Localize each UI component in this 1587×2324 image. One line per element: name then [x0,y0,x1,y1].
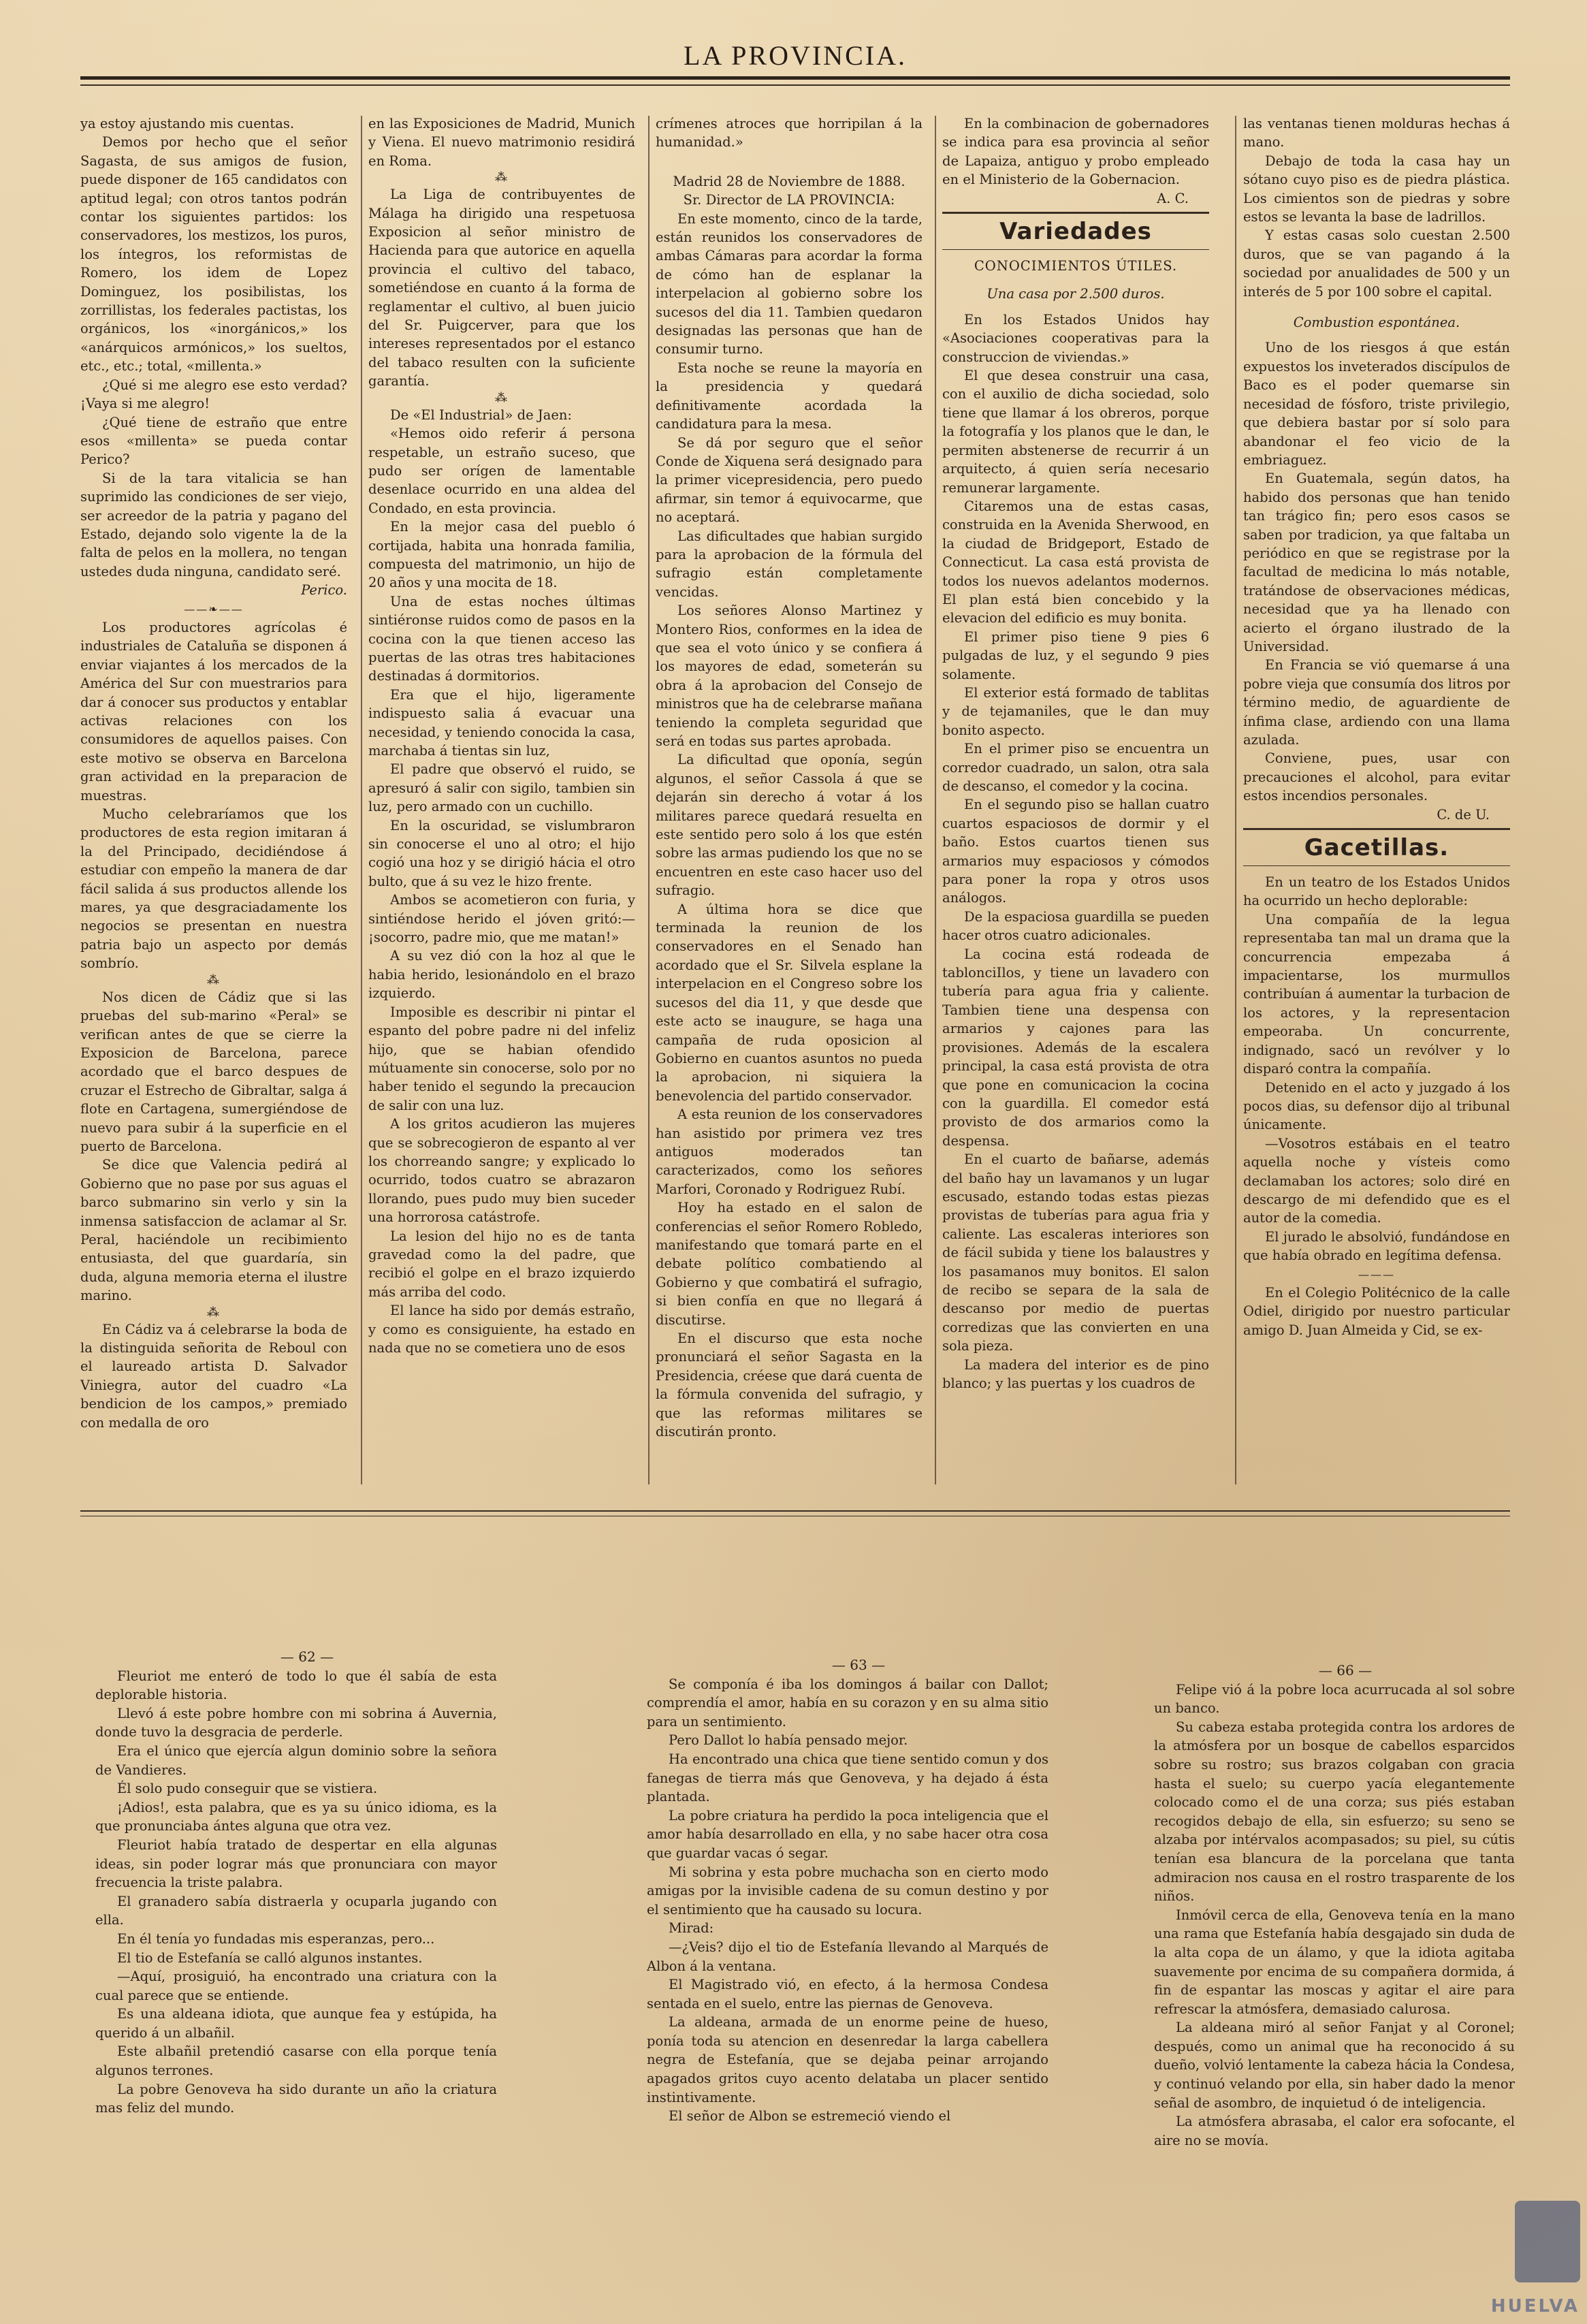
paragraph: La cocina está rodeada de tablonciIlos, y tiene un lavadero con tubería para agua fria y caliente. Tambien tiene una despensa con armarios y cajones para las provisiones. Además de la escalera principal, la casa está provista de otra que pone en comunicacion la cocina con la guardilla. El comedor está provisto de dos armarios como la despensa. [942,946,1209,1149]
column-rule [361,116,362,1484]
paragraph: El Magistrado vió, en efecto, á la hermosa Condesa sentada en el suelo, entre las piernas de Genoveva. [647,1977,1048,2011]
asterism-divider: ⁂ [207,972,221,987]
paragraph: Era que el hijo, ligeramente indispuesto salia á evacuar una necesidad, y teniendo conocida la casa, marchaba á tientas sin luz, [368,686,635,759]
signature: Perico. [301,582,347,599]
masthead-rule [80,76,1510,80]
paragraph: Mucho celebraríamos que los productores de esta region imitaran á la del Principado, decidiéndose á estudiar con empeño la manera de dar fácil salida á sus productos allende los mares, ya que desgraciadamente los negocios se presentan en nuestra patria bajo un aspecto por demás sombrío. [80,806,347,972]
paragraph: en las Exposiciones de Madrid, Munich y Viena. El nuevo matrimonio residirá en Roma. [368,116,635,169]
paragraph: En la combinacion de gobernadores se indica para esa provincia al señor de Lapaiza, antiguo y probo empleado en el Ministerio de la Gobernacion. [942,116,1209,188]
paragraph: La Liga de contribuyentes de Málaga ha dirigido una respetuosa Exposicion al señor ministro de Hacienda para que autorice en aquella provincia el cultivo del tabaco, sometiéndose en cuanto á la forma de reglamentar el cultivo, al buen juicio del Sr. Puigcerver, para que los intereses representados por el estanco del tabaco resulten con la suficiente garantía. [368,187,635,389]
folletin-page-63 [647,1656,1048,2289]
paragraph: Ha encontrado una chica que tiene sentido comun y dos fanegas de tierra más que Genoveva, y ha dejado á ésta plantada. [647,1751,1048,1805]
salutation: Sr. Director de LA PROVINCIA: [683,192,895,208]
paragraph: Se dice que Valencia pedirá al Gobierno que no pase por sus aguas el barco submarino sin verlo y sin la inmensa satisfaccion de aclamar al Sr. Peral, haciéndole un recibimiento entusiasta, del que guardaría, sin duda, alguna memoria eterna el ilustre marino. [80,1157,347,1304]
paragraph: Se componía é iba los domingos á bailar con Dallot; comprendía el amor, había en su corazon y en su alma sitio para un sentimiento. [647,1676,1048,1730]
column-rule [935,116,936,1484]
signature: A. C. [1157,190,1189,206]
ornament-divider: ——— [1358,1267,1395,1281]
paragraph: Imposible es describir ni pintar el espanto del pobre padre ni del infeliz hijo, que se habian ofendido mútuamente sin conocerse, solo por no haber tenido el segundo la precaucion de salir con una luz. [368,1004,635,1113]
paragraph: La aldeana, armada de un enorme peine de hueso, ponía toda su atencion en desenredar la larga cabellera negra de Estefanía, que se dejaba peinar arrojando apagados gritos cuyo acento delataba un placer sentido instintivamente. [647,2014,1048,2105]
paragraph: La pobre criatura ha perdido la poca inteligencia que el amor había desarrollado en ella, y no sabe hacer otra cosa que guardar vacas ó segar. [647,1807,1048,1861]
paragraph: —¿Veis? dijo el tio de Estefanía llevando al Marqués de Albon á la ventana. [647,1939,1048,1974]
masthead [80,39,1510,80]
paragraph: El lance ha sido por demás estraño, y como es consiguiente, ha estado en nada que no se cometiera uno de esos [368,1303,635,1356]
paragraph: A su vez dió con la hoz al que le habia herido, lesionándolo en el brazo izquierdo. [368,948,635,1002]
dateline: Madrid 28 de Noviembre de 1888. [673,173,905,189]
archive-watermark: HUELVA [1490,2296,1580,2317]
paragraph: ya estoy ajustando mis cuentas. [80,116,295,131]
page-number: — 66 — [1318,1662,1373,1678]
paragraph: Mi sobrina y esta pobre muchacha son en cierto modo amigas por la invisible cadena de su comun destino y por el sentimiento que ha causado su locura. [647,1864,1048,1917]
subheading: CONOCIMIENTOS ÚTILES. [974,258,1178,274]
paragraph: Citaremos una de estas casas, construida en la Avenida Sherwood, en la ciudad de Bridgeport, Estado de Connecticut. La casa está provista de todos los nuevos adelantos modernos. El plan está bien concebido y la elevacion del edificio es muy bonita. [942,498,1209,626]
paragraph: ¿Qué si me alegro ese esto verdad? ¡Vaya si me alegro! [80,377,347,412]
paragraph: Es una aldeana idiota, que aunque fea y estúpida, ha querido á un albañil. [95,2006,497,2041]
column-rule [1235,116,1236,1484]
paragraph: Ambos se acometieron con furia, y sintiéndose herido el jóven gritó:—¡socorro, padre mio, que me matan!» [368,892,635,946]
paragraph: La dificultad que oponía, según algunos, el señor Cassola á que se dejarán sin derecho á votar á los militares parece quedará resuelta en este sentido pero solo á los que estén sobre las armas pudiendo los que no se encuentren en este caso hacer uso del sufragio. [656,752,923,899]
paragraph: Uno de los riesgos á que están expuestos los inveterados discípulos de Baco es el poder quemarse sin necesidad de fósforo, triste privilegio, que debiera bastar por sí solo para abandonar el feo vicio de la embriaguez. [1243,340,1510,468]
paragraph: La pobre Genoveva ha sido durante un año la criatura mas feliz del mundo. [95,2081,497,2116]
paragraph: El padre que observó el ruido, se apresuró á salir con sigilo, tambien sin luz, pero armado con un cuchillo. [368,761,635,815]
paragraph: En los Estados Unidos hay «Asociaciones cooperativas para la construccion de viviendas.» [942,311,1209,365]
paragraph: El primer piso tiene 9 pies 6 pulgadas de luz, y el segundo 9 pies solamente. [942,628,1209,682]
paragraph: En Cádiz va á celebrarse la boda de la distinguida señorita de Reboul con el laureado artista D. Salvador Viniegra, autor del cuadro «La bendicion de los campos,» premiado con medalla de oro [80,1321,347,1431]
paragraph: Una compañía de la legua representaba tan mal un drama que la concurrencia empezaba á impacientarse, los murmullos contribuían á aumentar la turbacion de los actores, y la representacion empeoraba. Un concurrente, indignado, sacó un revólver y lo disparó contra la compañía. [1243,911,1510,1077]
section-heading-variedades: Variedades [942,212,1209,250]
paragraph: ¿Qué tiene de estraño que entre esos «millenta» se pueda contar Perico? [80,414,347,468]
article-title: Una casa por 2.500 duros. [987,286,1165,302]
folletin-page-62 [95,1648,497,2281]
paragraph: El que desea construir una casa, con el auxilio de dicha sociedad, solo tiene que llamar á los obreros, porque la fotografía y los planos que le dan, le permiten abstenerse de recurrir á un arquitecto, á quien sería necesario remunerar largamente. [942,368,1209,496]
paragraph: El jurado le absolvió, fundándose en que había obrado en legítima defensa. [1243,1228,1510,1264]
paragraph: En el cuarto de bañarse, además del baño hay un lavamanos y un lugar escusado, estando todas estas piezas provistas de tuberías para agua fria y caliente. Las escaleras interiores son de fácil subida y tiene los balaustres y los pasamanos muy bonitos. El salon de recibo se separa de la sala de descanso por medio de puertas corredizas que las convierten en una sola pieza. [942,1151,1209,1354]
folletin-rule [80,1510,1510,1512]
paragraph: Demos por hecho que el señor Sagasta, de sus amigos de fusion, puede disponer de 165 candidatos con aptitud legal; con otros tantos podrán contar los siguientes partidos: los conservadores, los mestizos, los puros, los íntegros, los reformistas de Romero, los idem de Lopez Dominguez, los posibilistas, los zorrillistas, los federales pactistas, los orgánicos, los «inorgánicos,» los «anárquicos armónicos,» los sueltos, etc., etc.; total, «millenta.» [80,134,347,375]
paragraph: La atmósfera abrasaba, el calor era sofocante, el aire no se movía. [1154,2114,1515,2148]
paragraph: Una de estas noches últimas sintiéronse ruidos como de pasos en la cocina con la que tienen acceso las puertas de las otras tres habitaciones destinadas á dormitorios. [368,593,635,684]
archive-seal-icon [1515,2201,1580,2282]
paragraph: La lesion del hijo no es de tanta gravedad como la del padre, que recibió el golpe en el brazo izquierdo más arriba del codo. [368,1228,635,1300]
paragraph: Conviene, pues, usar con precauciones el alcohol, para evitar estos incendios personales. [1243,750,1510,804]
column-1 [80,114,347,1483]
paragraph: Él solo pudo conseguir que se vistiera. [117,1781,378,1797]
article-title: Combustion espontánea. [1293,315,1460,331]
paragraph: «Hemos oido referir á persona respetable, un estraño suceso, que pudo ser orígen de lamentable desenlace ocurrido en una aldea del Condado, en esta provincia. [368,426,635,516]
paragraph: En un teatro de los Estados Unidos ha ocurrido un hecho deplorable: [1243,874,1510,909]
paragraph: En este momento, cinco de la tarde, están reunidos los conservadores de ambas Cámaras para acordar la forma de cómo han de esplanar la interpelacion al gobierno sobre los sucesos del dia 11. Tambien quedaron designadas las personas que han de consumir turno. [656,210,923,357]
paragraph: Los productores agrícolas é industriales de Cataluña se disponen á enviar viajantes á los mercados de la América del Sur con muestrarios para dar á conocer sus productos y entablar activas relaciones con los consumidores de aquellos paises. Con este motivo se observa en Barcelona gran actividad en la preparacion de muestras. [80,619,347,803]
page-number: — 62 — [280,1649,334,1665]
paragraph: Era el único que ejercía algun dominio sobre la señora de Vandieres. [95,1742,497,1778]
masthead-rule-thin [80,84,1510,86]
paragraph: La madera del interior es de pino blanco; y las puertas y los cuadros de [942,1356,1209,1391]
paragraph: Nos dicen de Cádiz que si las pruebas del sub-marino «Peral» se verifican antes de que se cierre la Exposicion de Barcelona, parece acordado que el barco despues de cruzar el Estrecho de Gibraltar, salga á flote en Cartagena, sumergiéndose de nuevo para subir á la superficie en el puerto de Barcelona. [80,989,347,1154]
paragraph: El granadero sabía distraerla y ocuparla jugando con ella. [95,1893,497,1928]
asterism-divider: ⁂ [495,390,509,405]
paragraph: En él tenía yo fundadas mis esperanzas, pero... [117,1930,435,1947]
paragraph: las ventanas tienen molduras hechas á mano. [1243,116,1510,150]
column-4 [942,114,1209,1483]
paragraph: En la oscuridad, se vislumbraron sin conocerse el uno al otro; el hijo cogió una hoz y se dirigió hácia el otro bulto, que á su vez le hizo frente. [368,817,635,889]
paragraph: Y estas casas solo cuestan 2.500 duros, que se van pagando á la sociedad por anualidades de 500 y un interés de 5 por 100 sobre el capital. [1243,227,1510,300]
paragraph: Detenido en el acto y juzgado á los pocos dias, su defensor dijo al tribunal únicamente. [1243,1079,1510,1133]
signature: C. de U. [1437,806,1490,823]
paragraph: En Guatemala, según datos, ha habido dos personas que han tenido tan trágico fin; pero esos casos se saben por tradicion, ya que faltaba un periódico en que se registrase por la facultad de medicina lo más notable, tratándose de observaciones médicas, necesidad que ya ha llenado con acierto el órgano ilustrado de la Universidad. [1243,471,1510,654]
paragraph: En el Colegio Politécnico de la calle Odiel, dirigido por nuestro particular amigo D. Juan Almeida y Cid, se ex- [1243,1284,1510,1338]
paragraph: El tio de Estefanía se calló algunos instantes. [117,1949,423,1966]
paragraph: Los señores Alonso Martinez y Montero Rios, conformes en la idea de que sea el voto único y se confiera á los mayores de edad, someterán su obra á la aprobacion del Consejo de ministros que ha de celebrarse mañana teniendo la completa seguridad que será en todas sus partes aprobada. [656,603,923,749]
page-number: — 63 — [831,1657,886,1673]
paragraph: En el primer piso se encuentra un corredor cuadrado, un salon, otra sala de descanso, el comedor y la cocina. [942,741,1209,794]
paragraph: crímenes atroces que horripilan á la humanidad.» [656,116,923,150]
paragraph: En el discurso que esta noche pronunciará el señor Sagasta en la Presidencia, créese que dará cuenta de la fórmula convenida del sufragio, y que las reformas militares se discutirán pronto. [656,1331,923,1440]
paragraph: El exterior está formado de tablitas y de tejamaniles, que le dan muy bonito aspecto. [942,684,1209,738]
paragraph: En Francia se vió quemarse á una pobre vieja que consumía dos litros por término medio, de aguardiente de ínfima clase, ardiendo con una llama azulada. [1243,657,1510,748]
column-2 [368,114,635,1483]
paragraph: En la mejor casa del pueblo ó cortijada, habita una honrada familia, compuesta del matrimonio, un hijo de 20 años y una mocita de 18. [368,519,635,591]
newspaper-title: LA PROVINCIA. [684,40,907,71]
folletin-page-66 [1154,1661,1515,2295]
paragraph: Las dificultades que habian surgido para la aprobacion de la fórmula del sufragio están completamente vencidas. [656,528,923,600]
paragraph: Esta noche se reune la mayoría en la presidencia y quedará definitivamente acordada la candidatura para la mesa. [656,360,923,432]
paragraph: En el segundo piso se hallan cuatro cuartos espaciosos de dormir y el baño. Estos cuartos tienen sus armarios muy espaciosos y cómodos para poner la ropa y otros usos análogos. [942,797,1209,906]
asterism-divider: ⁂ [207,1305,221,1320]
paragraph: —Vosotros estábais en el teatro aquella noche y vísteis como declamaban los actores; solo diré en descargo de mi defendido que es el autor de la comedia. [1243,1135,1510,1226]
paragraph: A esta reunion de los conservadores han asistido por primera vez tres antiguos moderados tan caracterizados, como los señores Marfori, Coronado y Rodriguez Rubí. [656,1107,923,1197]
paragraph: De «El Industrial» de Jaen: [390,407,573,423]
paragraph: Se dá por seguro que el señor Conde de Xiquena será designado para la primer vicepresidencia, pero puedo afirmar, sin temor á equivocarme, que no aceptará. [656,434,923,526]
paragraph: Fleuriot había tratado de despertar en ella algunas ideas, sin poder lograr más que pronunciara con mayor frecuencia la triste palabra. [95,1836,497,1891]
paragraph: Debajo de toda la casa hay un sótano cuyo piso es de piedra plástica. Los cimientos son de piedras y sobre estos se levanta la base de ladrillos. [1243,153,1510,225]
paragraph: A los gritos acudieron las mujeres que se sobrecogieron de espanto al ver los chorreando sangre; y explicado lo ocurrido, todos cuatro se abrazaron llorando, pues pudo muy bien suceder una horrorosa catástrofe. [368,1116,635,1226]
paragraph: Este albañil pretendió casarse con ella porque tenía algunos terrones. [95,2043,497,2079]
paragraph: ¡Adios!, esta palabra, que es ya su único idioma, es la que pronunciaba ántes alguna que otra vez. [95,1799,497,1834]
paragraph: Llevó á este pobre hombre con mi sobrina á Auvernia, donde tuvo la desgracia de perderle. [95,1705,497,1740]
paragraph: Hoy ha estado en el salon de conferencias el señor Romero Robledo, manifestando que tomará parte en el debate político combatiendo al Gobierno y que combatirá el sufragio, si bien confía en que no llegará á discutirse. [656,1200,923,1328]
column-5 [1243,114,1510,1483]
paragraph: Su cabeza estaba protegida contra los ardores de la atmósfera por un bosque de cabellos esparcidos sobre su rostro; sus brazos colgaban con gracia hasta el suelo; su cuerpo yacía elegantemente colocado como el de una corza; sus piés estaban recogidos debajo de ella, sin esfuerzo; su seno se alzaba por intérvalos acompasados; su piel, su cútis tenían esa blancura de la porcelana que tanta admiracion nos causa en el rostro trasparente de los niños. [1154,1719,1515,1905]
column-3 [656,114,923,1483]
paragraph: Felipe vió á la pobre loca acurrucada al sol sobre un banco. [1154,1681,1515,1717]
paragraph: Inmóvil cerca de ella, Genoveva tenía en la mano una rama que Estefanía había desgajado sin duda de la alta copa de un álamo, y que la idiota agitaba suavemente por encima de su compañera dormida, á fin de espantar las moscas y agitar el aire para refrescar la atmósfera, demasiado calurosa. [1154,1907,1515,2017]
paragraph: Fleuriot me enteró de todo lo que él sabía de esta deplorable historia. [95,1668,497,1703]
paragraph: —Aquí, prosiguió, ha encontrado una criatura con la cual parece que se entiende. [95,1969,497,2003]
paragraph: Pero Dallot lo había pensado mejor. [669,1732,908,1749]
paragraph: El señor de Albon se estremeció viendo el [669,2108,951,2124]
section-heading-gacetillas: Gacetillas. [1243,828,1510,866]
ornament-divider: ——❧—— [184,602,244,616]
paragraph: A última hora se dice que terminada la reunion de los conservadores en el Senado han acordado que el Sr. Silvela esplane la interpelacion en el Congreso sobre los sucesos del dia 11, y que desde que este acto se inaugure, se haga una campaña de ruda oposicion al Gobierno en cuantos asuntos no pueda la aprobacion, ni siquiera la benevolencia del partido conservador. [656,901,923,1104]
column-rule [648,116,650,1484]
paragraph: Mirad: [669,1920,714,1937]
paragraph: La aldeana miró al señor Fanjat y al Coronel; después, como un animal que ha reconocido á su dueño, volvió lentamente la cabeza hácia la Condesa, y continuó velando por ella, sin haber dado la menor señal de asombro, de inquietud ó de inteligencia. [1154,2020,1515,2111]
asterism-divider: ⁂ [495,170,509,185]
paragraph: Si de la tara vitalicia se han suprimido las condiciones de ser viejo, ser acreedor de la patria y pagano del Estado, dejando solo vigente la de la falta de pelos en la mollera, no tengan ustedes duda ninguna, candidato seré. [80,470,347,579]
paragraph: De la espaciosa guardilla se pueden hacer otros cuatro adicionales. [942,908,1209,944]
